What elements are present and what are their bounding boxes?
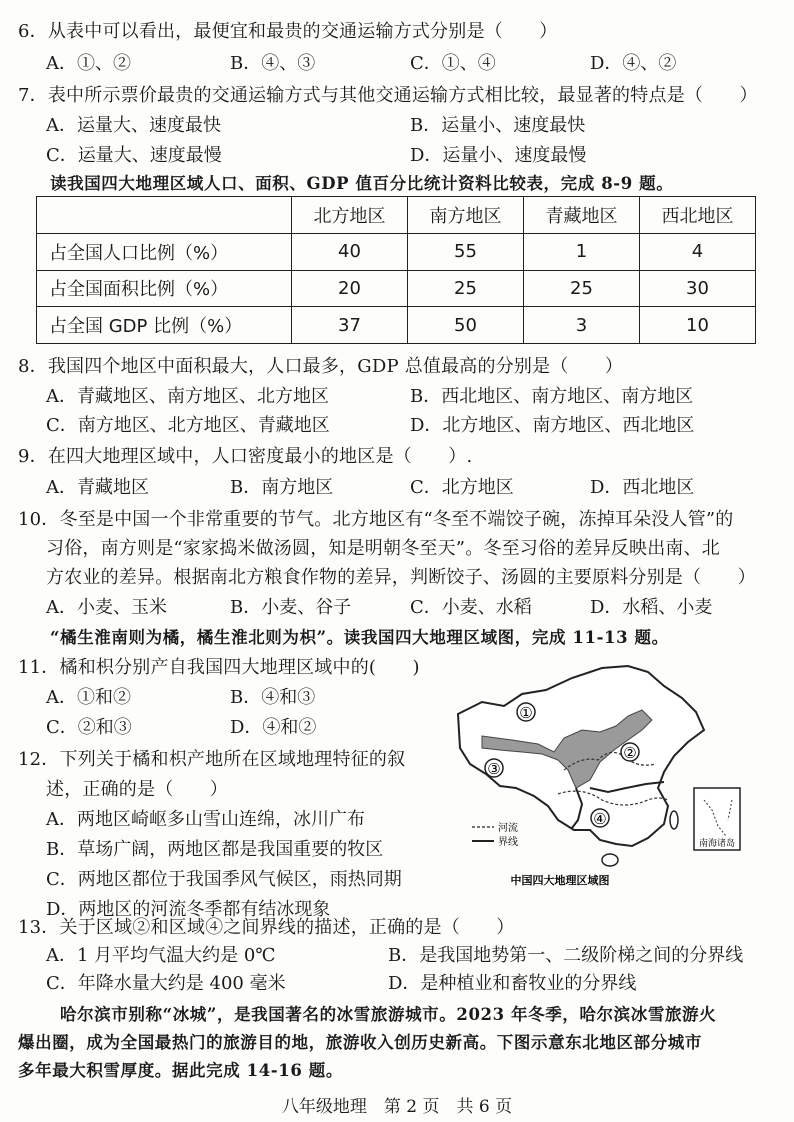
table-header-cell: 南方地区	[408, 197, 524, 234]
q10-stem-line-2: 习俗，南方则是“家家捣米做汤圆，知是明朝冬至天”。冬至习俗的差异反映出南、北	[46, 538, 721, 559]
q11-option-a: A．①和②	[46, 687, 131, 708]
legend-river-label: 河流	[498, 823, 518, 834]
intro-14-16-line-1: 哈尔滨市别称“冰城”，是我国著名的冰雪旅游城市。2023 年冬季，哈尔滨冰雪旅游火	[60, 1005, 717, 1024]
q6-option-a: A．①、②	[46, 53, 131, 74]
q10-option-a: A．小麦、玉米	[46, 597, 167, 618]
map-caption: 中国四大地理区域图	[510, 874, 610, 887]
q10-stem-line-3: 方农业的差异。根据南北方粮食作物的差异，判断饺子、汤圆的主要原料分别是（ ）	[46, 567, 756, 588]
inset-label: 南海诸岛	[698, 839, 736, 849]
q6-option-d: D．④、②	[590, 53, 677, 74]
q12-option-b: B．草场广阔，两地区都是我国重要的牧区	[46, 839, 384, 860]
q7-option-b: B．运量小、速度最快	[410, 115, 586, 136]
q13-option-d: D．是种植业和畜牧业的分界线	[388, 973, 637, 994]
table-header-row	[37, 197, 756, 234]
q10-option-c: C．小麦、水稻	[410, 597, 532, 618]
q12-option-a: A．两地区崎岖多山雪山连绵，冰川广布	[46, 809, 365, 830]
q8-stem: 8．我国四个地区中面积最大，人口最多，GDP 总值最高的分别是（ ）	[18, 356, 624, 377]
page-footer: 八年级地理 第 2 页 共 6 页	[281, 1097, 513, 1117]
table-cell: 50	[408, 307, 524, 344]
table-row	[37, 233, 756, 270]
q7-option-c: C．运量大、速度最慢	[46, 145, 222, 166]
q13-option-a: A．1 月平均气温大约是 0℃	[46, 945, 276, 966]
hainan-island	[602, 854, 618, 866]
table-cell: 55	[408, 233, 524, 270]
q11-stem: 11．橘和枳分别产自我国四大地理区域中的( )	[18, 657, 420, 678]
table-cell: 25	[524, 270, 640, 307]
table-cell: 10	[640, 307, 756, 344]
q8-option-c: C．南方地区、北方地区、青藏地区	[46, 415, 330, 436]
q10-option-d: D．水稻、小麦	[590, 597, 713, 618]
q6-option-c: C．①、④	[410, 53, 496, 74]
table-cell: 25	[408, 270, 524, 307]
intro-8-9: 读我国四大地理区域人口、面积、GDP 值百分比统计资料比较表，完成 8-9 题。	[50, 174, 674, 193]
table-cell: 20	[292, 270, 408, 307]
q12-option-c: C．两地区都位于我国季风气候区，雨热同期	[46, 869, 402, 890]
intro-14-16-line-3: 多年最大积雪厚度。据此完成 14-16 题。	[18, 1061, 343, 1080]
q6-stem: 6．从表中可以看出，最便宜和最贵的交通运输方式分别是（ ）	[18, 21, 558, 42]
table-cell: 4	[640, 233, 756, 270]
q6-option-b: B．④、③	[230, 53, 316, 74]
q13-stem: 13．关于区域②和区域④之间界线的描述，正确的是（ ）	[18, 917, 515, 938]
taiwan-island	[670, 811, 678, 829]
q10-option-b: B．小麦、谷子	[230, 597, 352, 618]
legend-boundary-label: 界线	[498, 837, 518, 848]
q12-stem-line-2: 述，正确的是（ ）	[46, 779, 228, 800]
table-header-cell	[37, 197, 292, 234]
table-header-cell: 北方地区	[292, 197, 408, 234]
q11-option-c: C．②和③	[46, 717, 132, 738]
q7-option-a: A．运量大、速度最快	[46, 115, 221, 136]
table-cell: 37	[292, 307, 408, 344]
q10-stem-line-1: 10．冬至是中国一个非常重要的节气。北方地区有“冬至不端饺子碗，冻掉耳朵没人管”的	[18, 509, 734, 530]
q13-option-c: C．年降水量大约是 400 毫米	[46, 973, 286, 994]
intro-11-13: “橘生淮南则为橘，橘生淮北则为枳”。读我国四大地理区域图，完成 11-13 题。	[50, 628, 669, 647]
region-label-2: ②	[623, 744, 637, 762]
q11-option-b: B．④和③	[230, 687, 316, 708]
q8-option-d: D．北方地区、南方地区、西北地区	[410, 415, 695, 436]
table-row-label: 占全国人口比例（%）	[37, 233, 292, 270]
table-row-label: 占全国面积比例（%）	[37, 270, 292, 307]
table-header-cell: 青藏地区	[524, 197, 640, 234]
q7-option-d: D．运量小、速度最慢	[410, 145, 587, 166]
region-label-1: ①	[519, 704, 533, 722]
q13-option-b: B．是我国地势第一、二级阶梯之间的分界线	[388, 945, 744, 966]
q9-option-a: A．青藏地区	[46, 477, 149, 498]
q12-option-d: D．两地区的河流冬季都有结冰现象	[46, 899, 331, 920]
china-regions-map	[442, 660, 750, 892]
q9-option-d: D．西北地区	[590, 477, 695, 498]
table-cell: 40	[292, 233, 408, 270]
region-label-4: ④	[593, 810, 607, 828]
q7-stem: 7．表中所示票价最贵的交通运输方式与其他交通运输方式相比较，最显著的特点是（ ）	[18, 85, 758, 106]
table-row	[37, 270, 756, 307]
q11-option-d: D．④和②	[230, 717, 317, 738]
table-cell: 3	[524, 307, 640, 344]
q8-option-a: A．青藏地区、南方地区、北方地区	[46, 386, 329, 407]
q9-stem: 9．在四大地理区域中，人口密度最小的地区是（ ）.	[18, 446, 473, 467]
q8-option-b: B．西北地区、南方地区、南方地区	[410, 386, 694, 407]
q12-stem-line-1: 12．下列关于橘和枳产地所在区域地理特征的叙	[18, 749, 406, 770]
q9-option-c: C．北方地区	[410, 477, 514, 498]
table-row-label: 占全国 GDP 比例（%）	[37, 307, 292, 344]
table-row	[37, 307, 756, 344]
table-cell: 1	[524, 233, 640, 270]
q9-option-b: B．南方地区	[230, 477, 334, 498]
table-cell: 30	[640, 270, 756, 307]
intro-14-16-line-2: 爆出圈，成为全国最热门的旅游目的地，旅游收入创历史新高。下图示意东北地区部分城市	[18, 1033, 702, 1052]
statistics-table	[36, 196, 756, 344]
table-header-cell: 西北地区	[640, 197, 756, 234]
region-label-3: ③	[487, 760, 501, 778]
